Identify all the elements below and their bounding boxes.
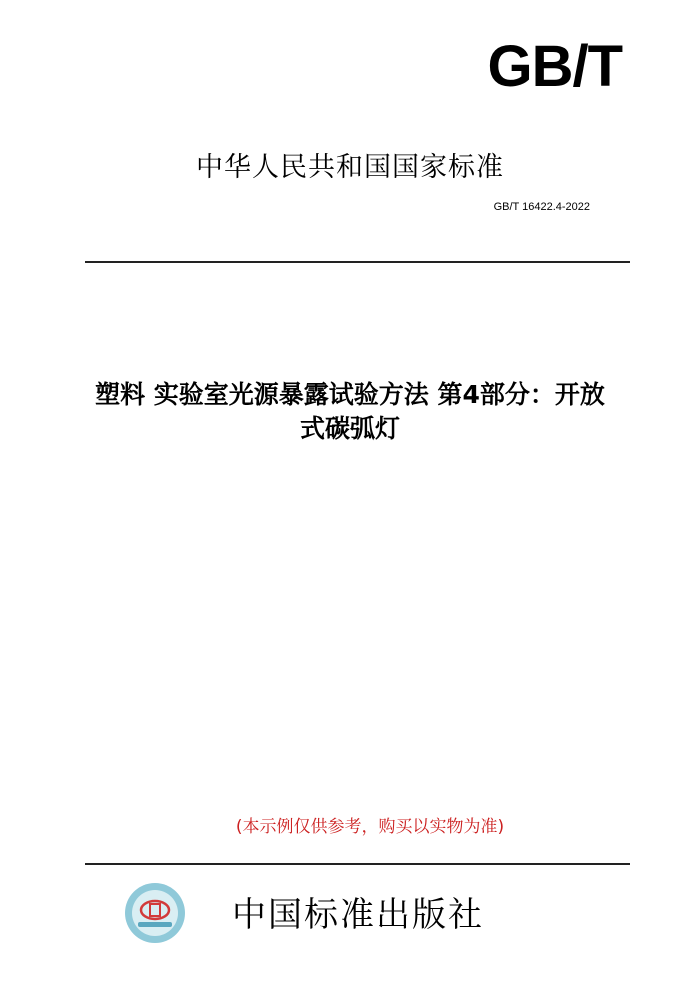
anti-counterfeit-seal-icon bbox=[124, 882, 186, 944]
seal-inner-disc bbox=[132, 890, 178, 936]
document-title bbox=[30, 378, 670, 446]
bottom-divider bbox=[85, 863, 630, 865]
document-title-line-2: 式碳弧灯 bbox=[299, 414, 400, 443]
document-title-line-1: 塑料 实验室光源暴露试验方法 第4部分：开放 bbox=[95, 380, 605, 409]
standard-number: GB/T 16422.4-2022 bbox=[493, 201, 590, 213]
seal-banner bbox=[138, 922, 172, 927]
gbt-logo: GB/T bbox=[487, 34, 622, 99]
publisher-name: 中国标准出版社 bbox=[232, 895, 484, 935]
standard-category-title: 中华人民共和国国家标准 bbox=[196, 152, 504, 183]
sample-notice: (本示例仅供参考，购买以实物为准) bbox=[235, 817, 505, 837]
top-divider bbox=[85, 261, 630, 263]
